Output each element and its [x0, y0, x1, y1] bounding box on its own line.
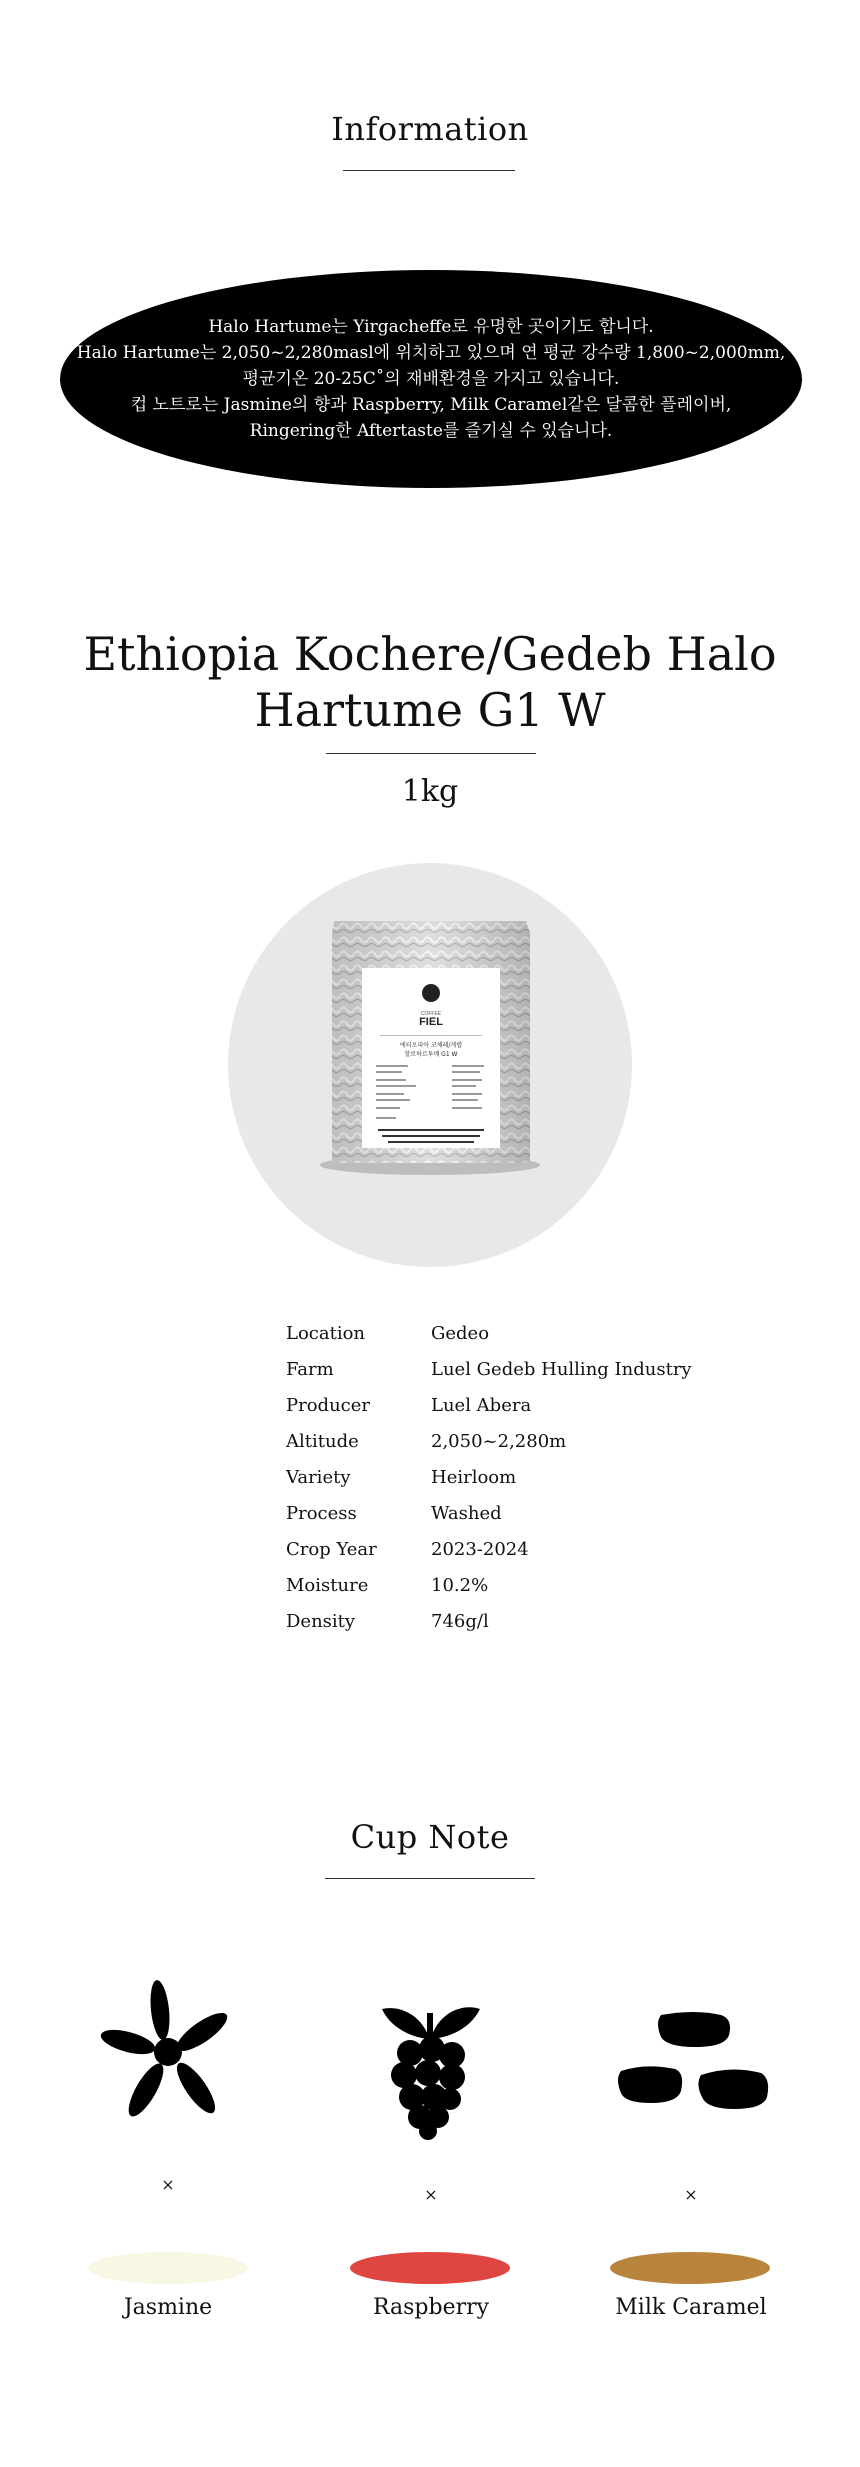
information-section	[0, 110, 860, 148]
bag-label-title-1: 에티오피아 코체레/게뎁	[400, 1042, 462, 1049]
spec-row-crop-year: Crop Year 2023-2024	[286, 1539, 529, 1560]
note-label-milk-caramel: Milk Caramel	[615, 2295, 767, 2320]
times-mark-jasmine: ×	[161, 2175, 175, 2194]
bag-brand-small: COFFEE	[420, 1011, 442, 1017]
info-line-3: 평균기온 20-25C˚의 재배환경을 가지고 있습니다.	[242, 369, 620, 389]
bag-label-title-2: 할로하르투메 G1 W	[404, 1051, 458, 1058]
information-heading: Information	[331, 110, 529, 148]
spec-row-moisture: Moisture 10.2%	[286, 1575, 489, 1596]
spec-row-density: Density 746g/l	[286, 1611, 489, 1632]
product-title	[0, 626, 860, 738]
info-line-2: Halo Hartume는 2,050~2,280masl에 위치하고 있으며 연 평균 강수량 1,800~2,000mm,	[76, 343, 786, 363]
spec-row-location: Location Gedeo	[286, 1323, 490, 1344]
swatch-milk-caramel	[610, 2252, 770, 2284]
info-line-4: 컵 노트로는 Jasmine의 향과 Raspberry, Milk Caramel같은 달콤한 플레이버,	[130, 395, 732, 415]
cup-note-heading: Cup Note	[350, 1818, 510, 1856]
information-divider	[343, 170, 515, 171]
spec-row-altitude: Altitude 2,050~2,280m	[286, 1431, 567, 1452]
product-title-line-1: Ethiopia Kochere/Gedeb Halo	[83, 627, 777, 681]
product-weight: 1kg	[401, 774, 459, 809]
product-title-line-2: Hartume G1 W	[254, 683, 606, 737]
cup-note-section	[0, 1818, 860, 1856]
information-description	[60, 270, 802, 488]
bag-brand: FIEL	[419, 1016, 443, 1028]
info-line-5: Ringering한 Aftertaste를 즐기실 수 있습니다.	[249, 421, 613, 441]
spec-row-farm: Farm Luel Gedeb Hulling Industry	[286, 1359, 692, 1380]
raspberry-icon	[370, 1995, 490, 2145]
spec-row-producer: Producer Luel Abera	[286, 1395, 532, 1416]
product-image	[228, 863, 632, 1267]
swatch-raspberry	[350, 2252, 510, 2284]
spec-row-process: Process Washed	[286, 1503, 502, 1524]
spec-row-variety: Variety Heirloom	[286, 1467, 517, 1488]
title-divider	[326, 753, 536, 754]
cup-note-divider	[325, 1878, 535, 1879]
times-mark-milk-caramel: ×	[684, 2185, 698, 2204]
note-label-raspberry: Raspberry	[372, 2295, 490, 2320]
caramel-pieces-icon	[615, 2005, 775, 2115]
coffee-bag-illustration	[228, 863, 632, 1267]
times-mark-raspberry: ×	[424, 2185, 438, 2204]
jasmine-flower-icon	[98, 1980, 238, 2130]
info-line-1: Halo Hartume는 Yirgacheffe로 유명한 곳이기도 합니다.	[208, 317, 654, 337]
swatch-jasmine	[88, 2252, 248, 2284]
note-label-jasmine: Jasmine	[123, 2295, 213, 2320]
